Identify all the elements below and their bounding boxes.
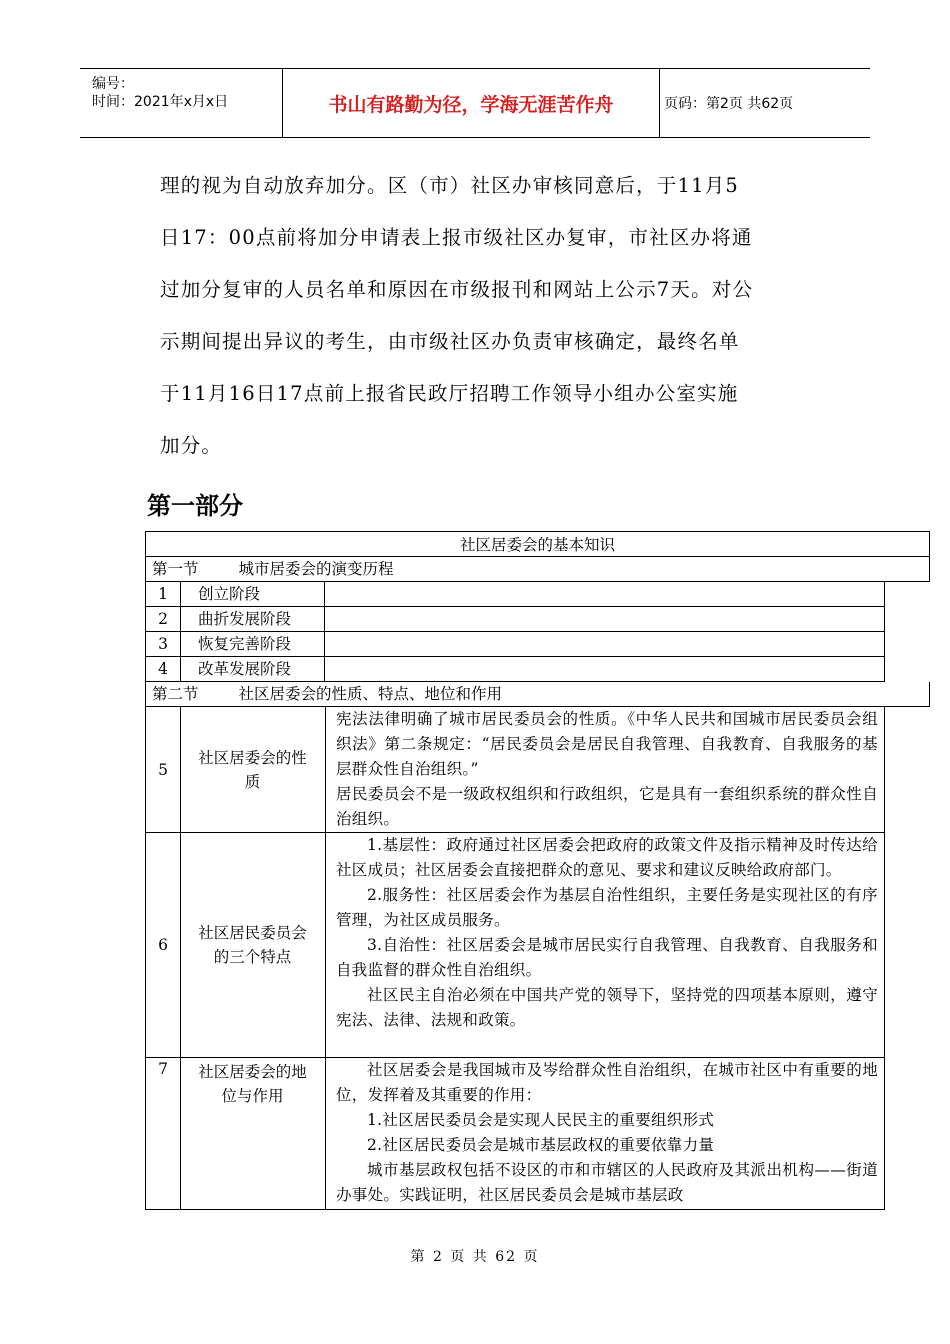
row-number: 1 bbox=[146, 582, 181, 606]
table-row bbox=[145, 657, 885, 682]
row-content bbox=[326, 833, 882, 1033]
content-paragraph: 2.服务性：社区居委会作为基层自治性组织，主要任务是实现社区的有序管理，为社区成员服务。 bbox=[336, 886, 878, 929]
content-paragraph: 1.社区居民委员会是实现人民民主的重要组织形式 bbox=[367, 1111, 715, 1129]
section-title: 社区居委会的性质、特点、地位和作用 bbox=[238, 685, 503, 703]
row-name: 曲折发展阶段 bbox=[180, 607, 325, 631]
body-paragraph bbox=[160, 160, 820, 472]
row-number: 5 bbox=[146, 707, 181, 832]
row-number: 3 bbox=[146, 632, 181, 656]
content-paragraph: 3.自治性：社区居委会是城市居民实行自我管理、自我教育、自我服务和自我监督的群众性自治组织。 bbox=[336, 936, 878, 979]
row-name bbox=[180, 1058, 326, 1209]
body-line: 过加分复审的人员名单和原因在市级报刊和网站上公示7天。对公 bbox=[160, 278, 754, 301]
header-motto: 书山有路勤为径，学海无涯苦作舟 bbox=[282, 69, 660, 137]
row-name bbox=[180, 707, 326, 832]
section-row-1 bbox=[145, 557, 930, 582]
content-paragraph: 1.基层性：政府通过社区居委会把政府的政策文件及指示精神及时传达给社区成员；社区居委会直接把群众的意见、要求和建议反映给政府部门。 bbox=[336, 836, 878, 879]
row-number: 6 bbox=[146, 833, 181, 1057]
row-name: 恢复完善阶段 bbox=[180, 632, 325, 656]
row-name: 创立阶段 bbox=[180, 582, 325, 606]
row-number: 7 bbox=[146, 1058, 181, 1209]
content-paragraph: 宪法法律明确了城市居民委员会的性质。《中华人民共和国城市居民委员会组织法》第二条规定：“居民委员会是居民自我管理、自我教育、自我服务的基层群众性自治组织。” bbox=[336, 710, 878, 778]
header-meta bbox=[80, 69, 282, 137]
section-number: 第二节 bbox=[152, 685, 199, 703]
body-line: 于11月16日17点前上报省民政厅招聘工作领导小组办公室实施 bbox=[160, 382, 739, 405]
content-paragraph: 2.社区居民委员会是城市基层政权的重要依靠力量 bbox=[367, 1136, 715, 1154]
table-row bbox=[145, 632, 885, 657]
content-paragraph: 社区居委会是我国城市及岑给群众性自治组织，在城市社区中有重要的地位，发挥着及其重要的作用： bbox=[336, 1061, 878, 1104]
body-line: 示期间提出异议的考生，由市级社区办负责审核确定，最终名单 bbox=[160, 330, 740, 353]
section-row-2 bbox=[145, 682, 930, 707]
table-row bbox=[145, 707, 885, 833]
page-footer: 第 2 页 共 62 页 bbox=[410, 1249, 540, 1265]
row-name bbox=[180, 833, 326, 1057]
table-row bbox=[145, 582, 885, 607]
row-name-text: 社区居委会的地位与作用 bbox=[198, 1063, 307, 1105]
table-row bbox=[145, 1058, 885, 1210]
row-content bbox=[326, 707, 882, 832]
content-paragraph: 居民委员会不是一级政权组织和行政组织，它是具有一套组织系统的群众性自治组织。 bbox=[336, 785, 878, 828]
content-paragraph: 城市基层政权包括不设区的市和市辖区的人民政府及其派出机构——街道办事处。实践证明，社区居民委员会是城市基层政 bbox=[336, 1161, 878, 1204]
table-row bbox=[145, 833, 885, 1058]
content-paragraph: 社区民主自治必须在中国共产党的领导下，坚持党的四项基本原则，遵守宪法、法律、法规和政策。 bbox=[336, 986, 878, 1029]
table-title: 社区居委会的基本知识 bbox=[145, 531, 930, 557]
table-row bbox=[145, 607, 885, 632]
date-label: 时间：2021年x月x日 bbox=[92, 94, 229, 110]
body-line: 理的视为自动放弃加分。区（市）社区办审核同意后，于11月5 bbox=[160, 174, 740, 197]
page-header bbox=[80, 68, 870, 138]
section-number: 第一节 bbox=[152, 560, 199, 578]
serial-number-label: 编号： bbox=[92, 76, 134, 92]
row-number: 4 bbox=[146, 657, 181, 681]
header-page-info: 页码：第2页 共62页 bbox=[664, 96, 794, 112]
row-content bbox=[326, 1058, 882, 1208]
body-line: 日17：00点前将加分申请表上报市级社区办复审，市社区办将通 bbox=[160, 226, 753, 249]
row-name-text: 社区居民委员会的三个特点 bbox=[198, 924, 307, 966]
section-title: 城市居委会的演变历程 bbox=[238, 560, 394, 578]
row-number: 2 bbox=[146, 607, 181, 631]
row-name-text: 社区居委会的性质 bbox=[198, 748, 307, 791]
body-line: 加分。 bbox=[160, 434, 223, 457]
section-heading: 第一部分 bbox=[147, 492, 243, 520]
row-name: 改革发展阶段 bbox=[180, 657, 325, 681]
